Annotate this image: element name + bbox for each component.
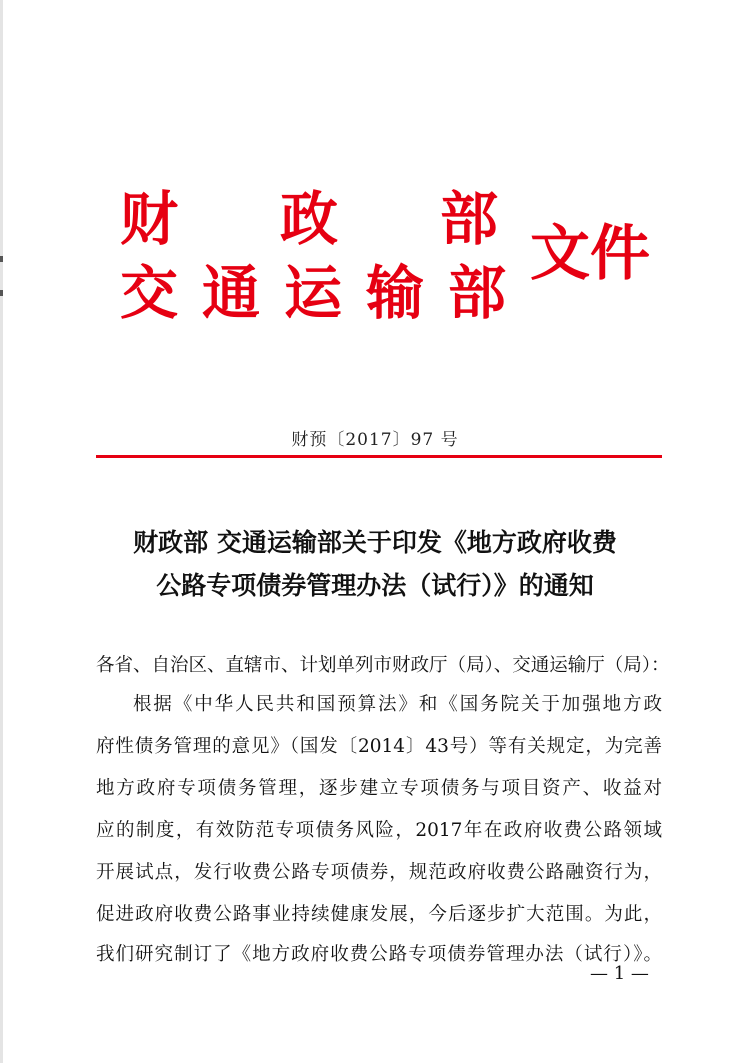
document-number: 财预〔2017〕97 号 xyxy=(291,430,459,450)
issuer-char: 通 xyxy=(202,259,261,327)
issuer-char: 政 xyxy=(280,185,339,253)
issuer-char: 部 xyxy=(448,259,507,327)
issuer-char: 交 xyxy=(120,259,179,327)
body-line: 府性债务管理的意见》（国发〔2014〕43号）等有关规定，为完善 xyxy=(96,736,662,757)
red-divider xyxy=(96,455,662,458)
issuer-char: 部 xyxy=(440,185,499,253)
addressee: 各省、自治区、直辖市、计划单列市财政厅（局）、交通运输厅（局）： xyxy=(96,655,670,676)
body-line: 促进政府收费公路事业持续健康发展，今后逐步扩大范围。为此， xyxy=(96,904,662,925)
scan-mark xyxy=(0,290,3,296)
body-line: 开展试点，发行收费公路专项债券，规范政府收费公路融资行为， xyxy=(96,862,662,883)
issuer-line-finance xyxy=(120,185,499,253)
body-line: 应的制度，有效防范专项债务风险，2017年在政府收费公路领域 xyxy=(96,820,662,841)
document-type-label: 文件 xyxy=(530,219,650,289)
body-line: 根据《中华人民共和国预算法》和《国务院关于加强地方政 xyxy=(133,694,662,715)
issuer-char: 运 xyxy=(284,259,343,327)
document-title-line1: 财政部 交通运输部关于印发《地方政府收费 xyxy=(133,528,617,557)
body-line: 我们研究制订了《地方政府收费公路专项债券管理办法（试行）》。 xyxy=(96,944,662,965)
body-line: 地方政府专项债务管理，逐步建立专项债务与项目资产、收益对 xyxy=(96,778,662,799)
issuer-char: 财 xyxy=(120,185,179,253)
issuer-char: 输 xyxy=(366,259,425,327)
document-title-line2: 公路专项债券管理办法（试行）》的通知 xyxy=(156,571,594,600)
page-number: — 1 — xyxy=(590,963,649,984)
issuer-line-transport xyxy=(120,259,530,327)
scan-mark xyxy=(0,256,3,262)
